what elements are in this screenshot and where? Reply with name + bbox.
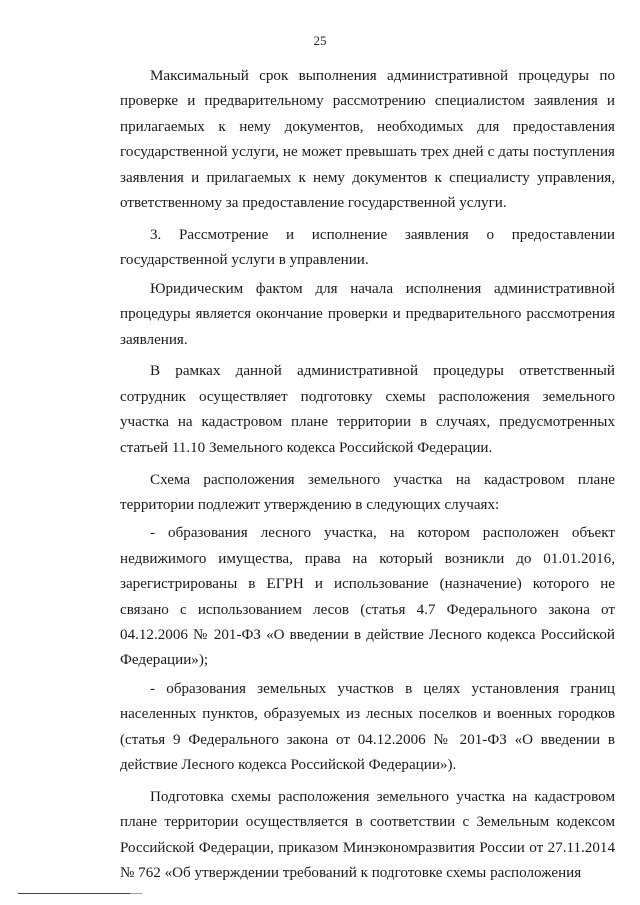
list-item-settlement-boundaries: - образования земельных участков в целях установления границ населенных пунктов, образуемых из лесных поселков и военных городков (статья 9 Федерального закона от 04.12.2006 № 201-ФЗ «О введении в действие Лесного кодекса Российской Федерации»). bbox=[120, 680, 615, 774]
paragraph-section-3-heading: 3. Рассмотрение и исполнение заявления о предоставлении государственной услуги в управлении. bbox=[120, 226, 615, 269]
footer-rule-extension bbox=[130, 893, 142, 894]
paragraph-scheme-preparation: В рамках данной административной процедуры ответственный сотрудник осуществляет подготовку схемы расположения земельного участка на кадастровом плане территории в случаях, предусмотренных статьей 11.10 Земельного кодекса Российской Федерации. bbox=[120, 363, 615, 456]
document-body bbox=[120, 64, 615, 893]
footer-rule bbox=[18, 893, 130, 894]
paragraph-processing-deadline: Максимальный срок выполнения административной процедуры по проверке и предварительному рассмотрению специалистом заявления и прилагаемых к нему документов, необходимых для предоставления государственной услуги, не может превышать трех дней с даты поступления заявления и прилагаемых к нему документов к специалисту управления, ответственному за предоставление государственной услуги. bbox=[120, 68, 615, 212]
page-number: 25 bbox=[313, 33, 327, 48]
paragraph-approval-cases: Схема расположения земельного участка на кадастровом плане территории подлежит утверждению в следующих случаях: bbox=[120, 471, 615, 513]
paragraph-legal-fact: Юридическим фактом для начала исполнения административной процедуры является окончание проверки и предварительного рассмотрения заявления. bbox=[120, 280, 615, 348]
list-item-forest-plot: - образования лесного участка, на котором расположен объект недвижимого имущества, права на который возникли до 01.01.2016, зарегистрированы в ЕГРН и использование (назначение) которого не связано с использованием лесов (статья 4.7 Федерального закона от 04.12.2006 № 201-ФЗ «О введении в действие Лесного кодекса Российской Федерации»); bbox=[120, 525, 615, 669]
paragraph-scheme-requirements: Подготовка схемы расположения земельного участка на кадастровом плане территории осуществляется в соответствии с Земельным кодексом Российской Федерации, приказом Минэкономразвития России от 27.11.2014 № 762 «Об утверждении требований к подготовке схемы расположения bbox=[120, 788, 615, 882]
